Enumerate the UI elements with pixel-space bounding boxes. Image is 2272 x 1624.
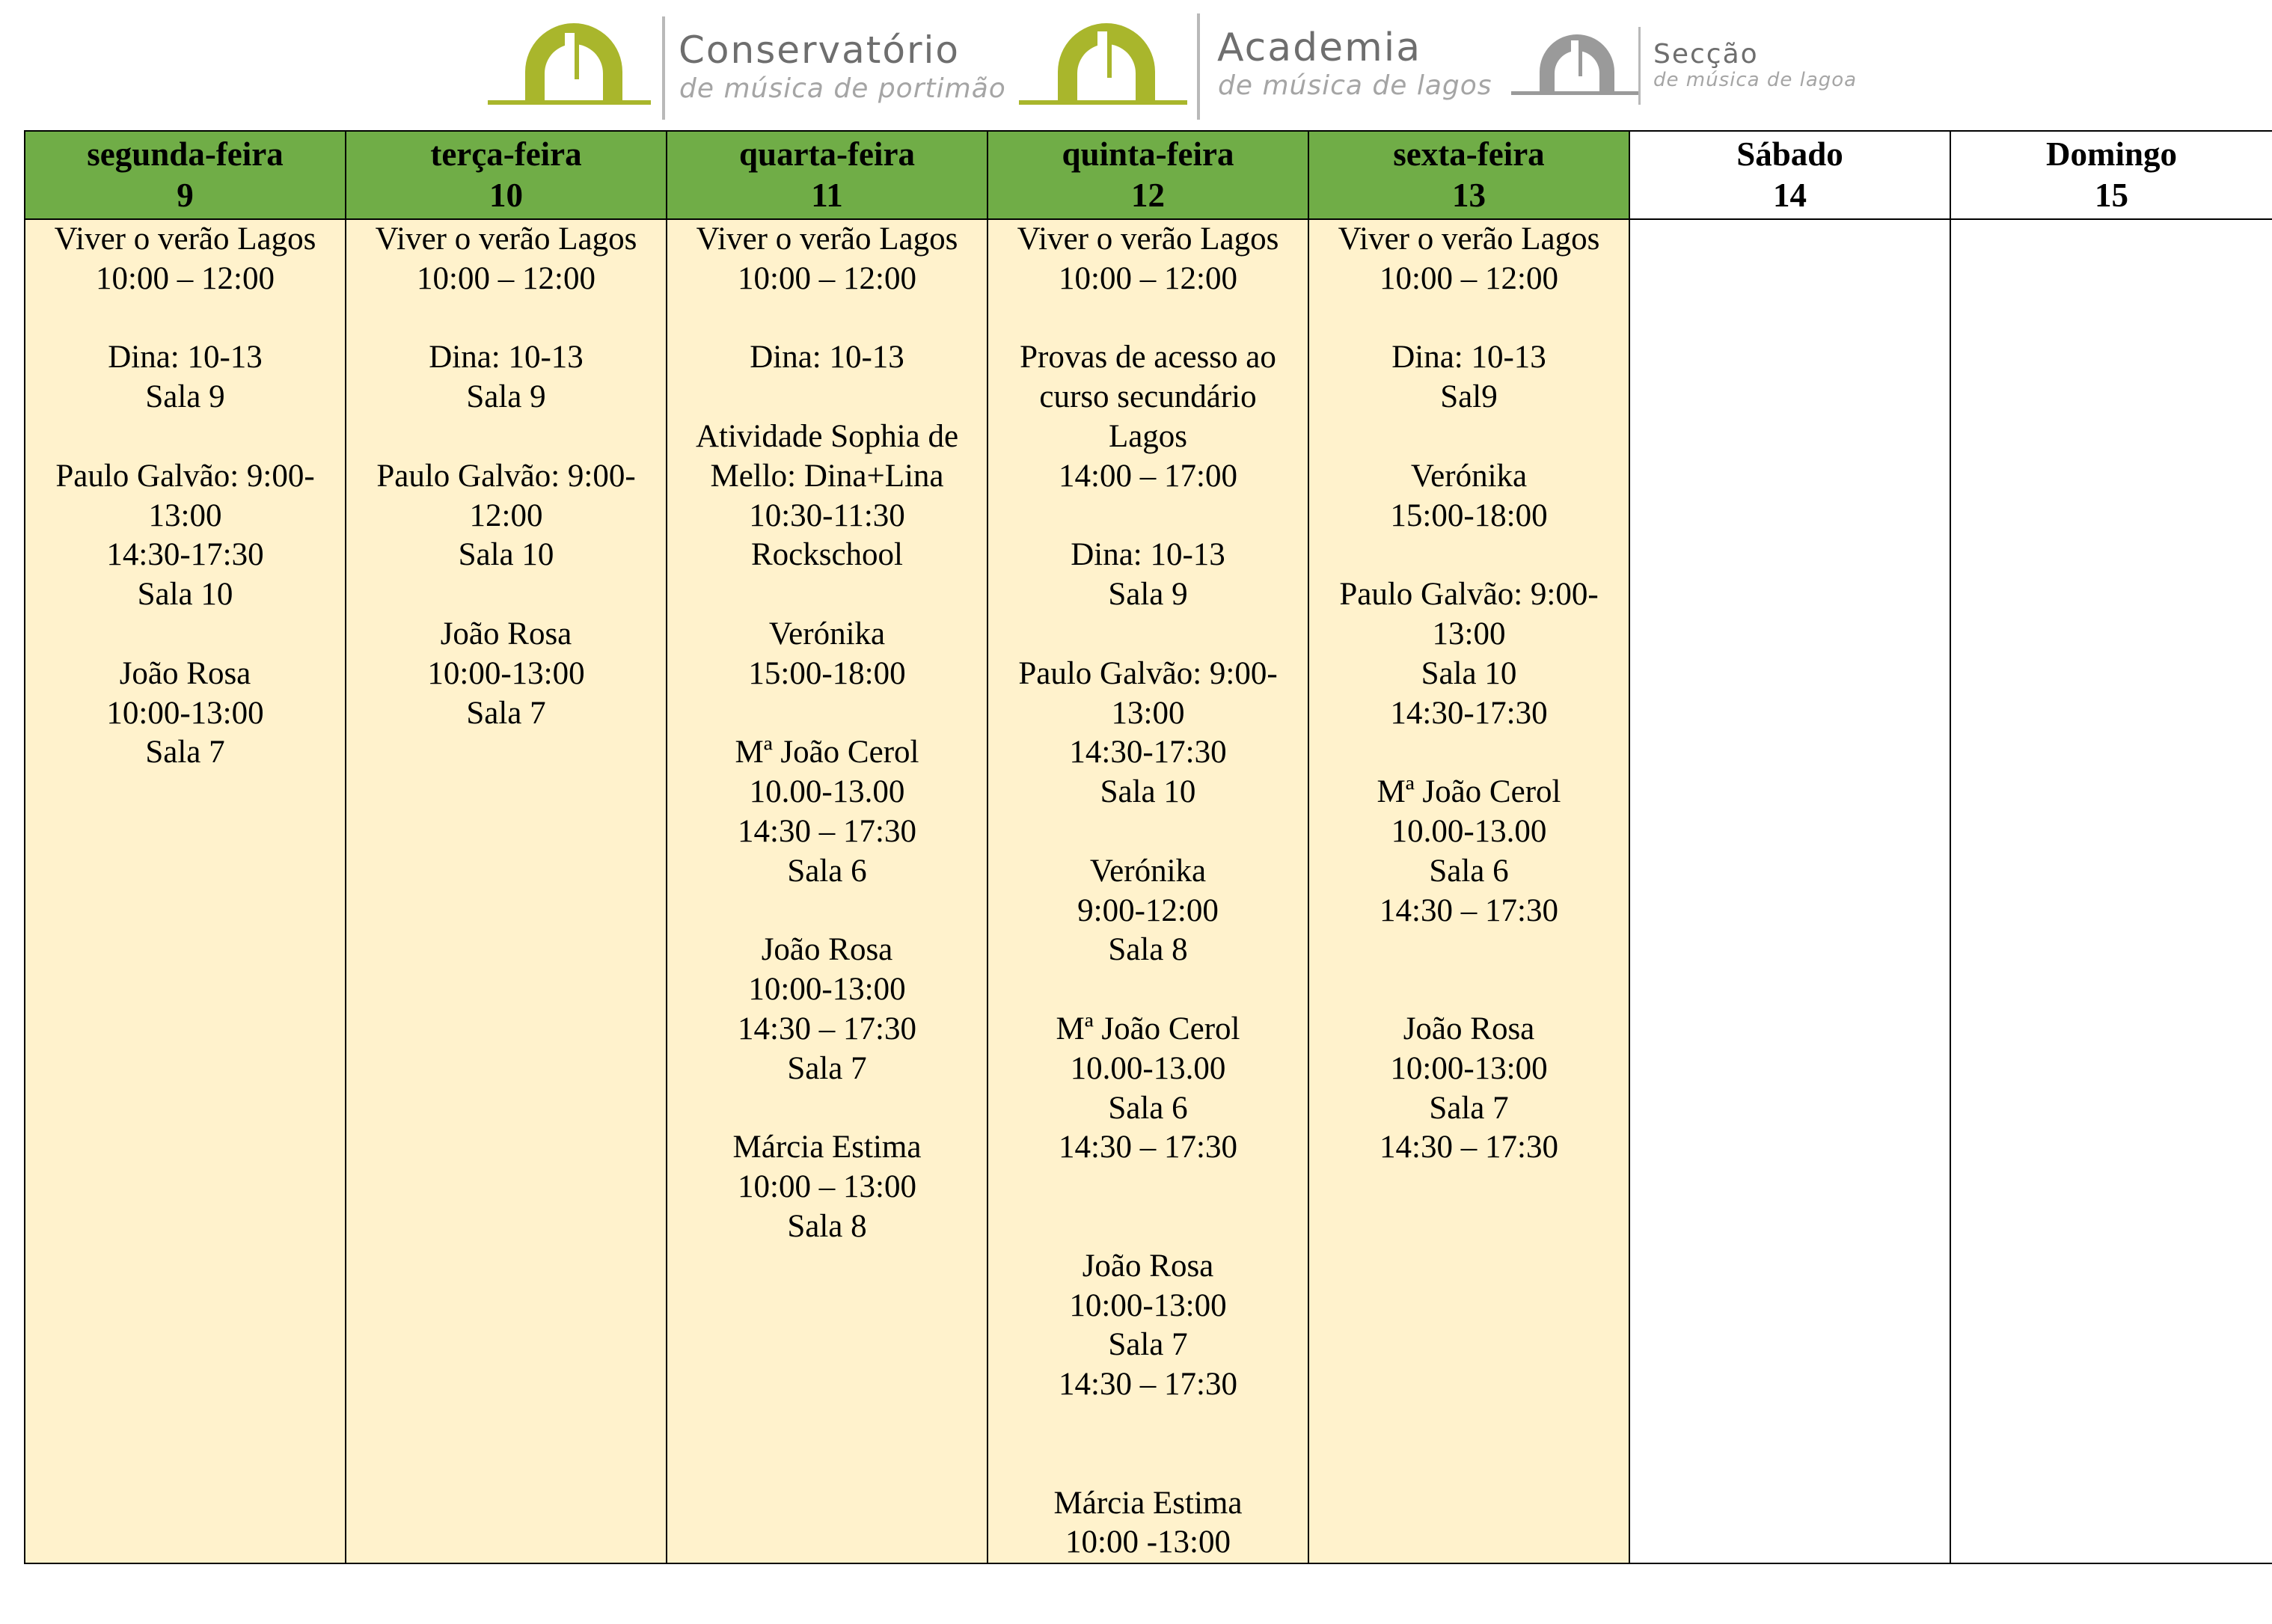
entry-line: 14:00 – 17:00: [1059, 458, 1237, 494]
entry-line: Sala 6: [1108, 1090, 1188, 1126]
entry-line: Mª João Cerol: [735, 735, 919, 770]
entry-line: Paulo Galvão: 9:00-: [376, 458, 636, 494]
entry-line: 14:30 – 17:30: [1380, 1130, 1558, 1165]
schedule-entries: [28, 220, 342, 773]
schedule-entry: [991, 1010, 1305, 1168]
schedule-entry: [1312, 338, 1626, 417]
entry-line: 9:00-12:00: [1077, 892, 1219, 928]
entry-line: 10:00 – 12:00: [738, 260, 916, 296]
entry-line: 13:00: [148, 497, 222, 533]
entry-line: 10:00-13:00: [427, 655, 585, 691]
entry-line: 10.00-13.00: [1070, 1050, 1226, 1086]
day-cell: [667, 219, 988, 1563]
entry-line: Viver o verão Lagos: [375, 221, 637, 257]
entry-line: Dina: 10-13: [750, 340, 904, 376]
entry-line: João Rosa: [761, 932, 893, 968]
entry-line: 10:00-13:00: [748, 972, 906, 1008]
schedule-entry: [1312, 457, 1626, 536]
schedule-entry: [991, 1484, 1305, 1563]
entry-line: 12:00: [469, 497, 543, 533]
schedule-entry: [991, 655, 1305, 812]
entry-line: 14:30 – 17:30: [738, 813, 916, 849]
day-cell: [1308, 219, 1629, 1563]
entry-line: 13:00: [1111, 695, 1185, 731]
schedule-entry: [991, 338, 1305, 496]
schedule-entry: [670, 1128, 984, 1246]
schedule-entry: [28, 338, 342, 417]
entry-line: 15:00-18:00: [1390, 497, 1548, 533]
entry-line: Viver o verão Lagos: [696, 221, 958, 257]
entry-line: Atividade Sophia de: [695, 418, 959, 454]
schedule-entry: [670, 615, 984, 694]
entry-line: Viver o verão Lagos: [1017, 221, 1279, 257]
day-name: quinta-feira: [1062, 135, 1234, 173]
schedule-entry: [349, 615, 663, 733]
logo-header: [0, 0, 2272, 127]
schedule-entries: [349, 220, 663, 733]
day-header: [346, 131, 667, 219]
entry-line: 10:00-13:00: [106, 695, 264, 731]
day-name: sexta-feira: [1393, 135, 1545, 173]
day-date: 10: [489, 177, 523, 214]
schedule-entry: [1312, 575, 1626, 733]
day-header: [1308, 131, 1629, 219]
entry-line: Verónika: [768, 616, 886, 652]
entry-line: Verónika: [1089, 853, 1207, 889]
entry-line: 10:00 – 12:00: [417, 260, 595, 296]
schedule-entry: [349, 338, 663, 417]
entry-line: Sala 9: [466, 379, 546, 415]
entry-line: Sal9: [1440, 379, 1498, 415]
day-header: [25, 131, 346, 219]
schedule-entry: [1312, 220, 1626, 299]
schedule-entry: [670, 338, 984, 378]
schedule-entry: [28, 457, 342, 615]
entry-line: João Rosa: [1082, 1248, 1214, 1284]
entry-line: Sala 8: [787, 1208, 867, 1244]
schedule-row: [25, 219, 2272, 1563]
entry-line: Sala 6: [787, 853, 867, 889]
schedule-entry: [349, 220, 663, 299]
entry-line: 10:00-13:00: [1390, 1050, 1548, 1086]
entry-line: Márcia Estima: [1053, 1485, 1243, 1521]
day-name: Domingo: [2045, 135, 2177, 173]
schedule-entry: [1312, 773, 1626, 931]
logo-name: Secção: [1653, 39, 1759, 70]
logo-conservatorio: [488, 12, 1011, 124]
arch-logo-icon: [1511, 25, 1646, 100]
entry-line: Paulo Galvão: 9:00-: [1018, 655, 1278, 691]
entry-line: Verónika: [1410, 458, 1528, 494]
schedule-entry: [28, 655, 342, 773]
entry-line: Márcia Estima: [732, 1130, 922, 1165]
day-cell: [1629, 219, 1950, 1563]
entry-line: Viver o verão Lagos: [54, 221, 316, 257]
schedule-entry: [991, 1247, 1305, 1405]
entry-line: 10:00 – 12:00: [1059, 260, 1237, 296]
day-header: [667, 131, 988, 219]
entry-line: Viver o verão Lagos: [1338, 221, 1600, 257]
logo-name: Conservatório: [679, 28, 961, 72]
entry-line: 15:00-18:00: [748, 655, 906, 691]
logo-seccao: [1511, 25, 1863, 108]
day-cell: [346, 219, 667, 1563]
day-date: 12: [1131, 177, 1165, 214]
entry-line: Sala 7: [1108, 1327, 1188, 1363]
schedule-entries: [1312, 220, 1626, 1168]
entry-line: 14:30 – 17:30: [738, 1011, 916, 1047]
entry-line: 14:30-17:30: [1069, 735, 1227, 770]
entry-line: 10:00 – 12:00: [96, 260, 275, 296]
schedule-entry: [991, 220, 1305, 299]
entry-line: Dina: 10-13: [108, 340, 263, 376]
entry-line: Dina: 10-13: [1391, 340, 1546, 376]
entry-line: 13:00: [1432, 616, 1506, 652]
day-date: 9: [177, 177, 194, 214]
entry-line: Dina: 10-13: [1071, 537, 1225, 573]
entry-line: 14:30 – 17:30: [1380, 892, 1558, 928]
entry-line: Sala 7: [466, 695, 546, 731]
schedule-entries: [670, 220, 984, 1247]
entry-line: 14:30 – 17:30: [1059, 1367, 1237, 1403]
entry-line: 10:00 – 12:00: [1380, 260, 1558, 296]
schedule-entry: [670, 931, 984, 1088]
entry-line: 10:00 -13:00: [1065, 1525, 1231, 1560]
day-header: [988, 131, 1308, 219]
entry-line: Mello: Dina+Lina: [710, 458, 944, 494]
entry-line: 10.00-13.00: [1391, 813, 1547, 849]
entry-line: Sala 7: [145, 735, 225, 770]
day-cell: [988, 219, 1308, 1563]
day-cell: [1950, 219, 2272, 1563]
day-name: quarta-feira: [739, 135, 915, 173]
day-date: 14: [1773, 177, 1807, 214]
entry-line: 14:30-17:30: [1390, 695, 1548, 731]
entry-line: Sala 10: [1100, 774, 1196, 810]
day-cell: [25, 219, 346, 1563]
day-date: 13: [1452, 177, 1486, 214]
schedule-entries: [991, 220, 1305, 1563]
entry-line: Mª João Cerol: [1377, 774, 1561, 810]
entry-line: 10:00-13:00: [1069, 1287, 1227, 1323]
day-date: 11: [811, 177, 843, 214]
entry-line: Sala 8: [1108, 932, 1188, 968]
entry-line: Paulo Galvão: 9:00-: [1339, 577, 1599, 613]
schedule-entry: [991, 536, 1305, 615]
entry-line: 10:00 – 13:00: [738, 1169, 916, 1205]
entry-line: curso secundário: [1039, 379, 1257, 415]
entry-line: Sala 10: [1421, 655, 1517, 691]
entry-line: Provas de acesso ao: [1020, 340, 1276, 376]
logo-name: Academia: [1217, 25, 1422, 70]
entry-line: 14:30 – 17:30: [1059, 1130, 1237, 1165]
entry-line: Sala 10: [458, 537, 554, 573]
day-header-row: [25, 131, 2272, 219]
entry-line: Rockschool: [750, 537, 904, 573]
schedule-entry: [670, 733, 984, 891]
entry-line: Paulo Galvão: 9:00-: [55, 458, 315, 494]
logo-subtitle: de música de lagos: [1218, 70, 1492, 101]
entry-line: Sala 6: [1429, 853, 1509, 889]
entry-line: Dina: 10-13: [429, 340, 584, 376]
entry-line: Sala 9: [145, 379, 225, 415]
schedule-entry: [670, 417, 984, 575]
logo-subtitle: de música de portimão: [679, 73, 1006, 104]
schedule-entry: [991, 852, 1305, 970]
day-name: Sábado: [1736, 135, 1843, 173]
entry-line: Mª João Cerol: [1056, 1011, 1240, 1047]
logo-academia: [1019, 12, 1498, 124]
entry-line: Sala 7: [1429, 1090, 1509, 1126]
schedule-entry: [670, 220, 984, 299]
entry-line: 10:30-11:30: [749, 497, 905, 533]
arch-logo-icon: [488, 12, 660, 109]
schedule-entry: [349, 457, 663, 575]
day-header: [1629, 131, 1950, 219]
entry-line: João Rosa: [440, 616, 572, 652]
entry-line: Sala 10: [137, 577, 233, 613]
day-date: 15: [2095, 177, 2128, 214]
entry-line: Sala 7: [787, 1050, 867, 1086]
entry-line: Lagos: [1108, 418, 1188, 454]
day-name: terça-feira: [430, 135, 582, 173]
day-header: [1950, 131, 2272, 219]
weekly-schedule-table: [24, 130, 2272, 1564]
logo-subtitle: de música de lagoa: [1653, 69, 1858, 91]
schedule-entry: [28, 220, 342, 299]
entry-line: João Rosa: [1403, 1011, 1535, 1047]
entry-line: 14:30-17:30: [106, 537, 264, 573]
entry-line: 10.00-13.00: [749, 774, 905, 810]
entry-line: João Rosa: [119, 655, 251, 691]
schedule-entry: [1312, 1010, 1626, 1168]
entry-line: Sala 9: [1108, 577, 1188, 613]
day-name: segunda-feira: [87, 135, 284, 173]
arch-logo-icon: [1019, 12, 1192, 109]
